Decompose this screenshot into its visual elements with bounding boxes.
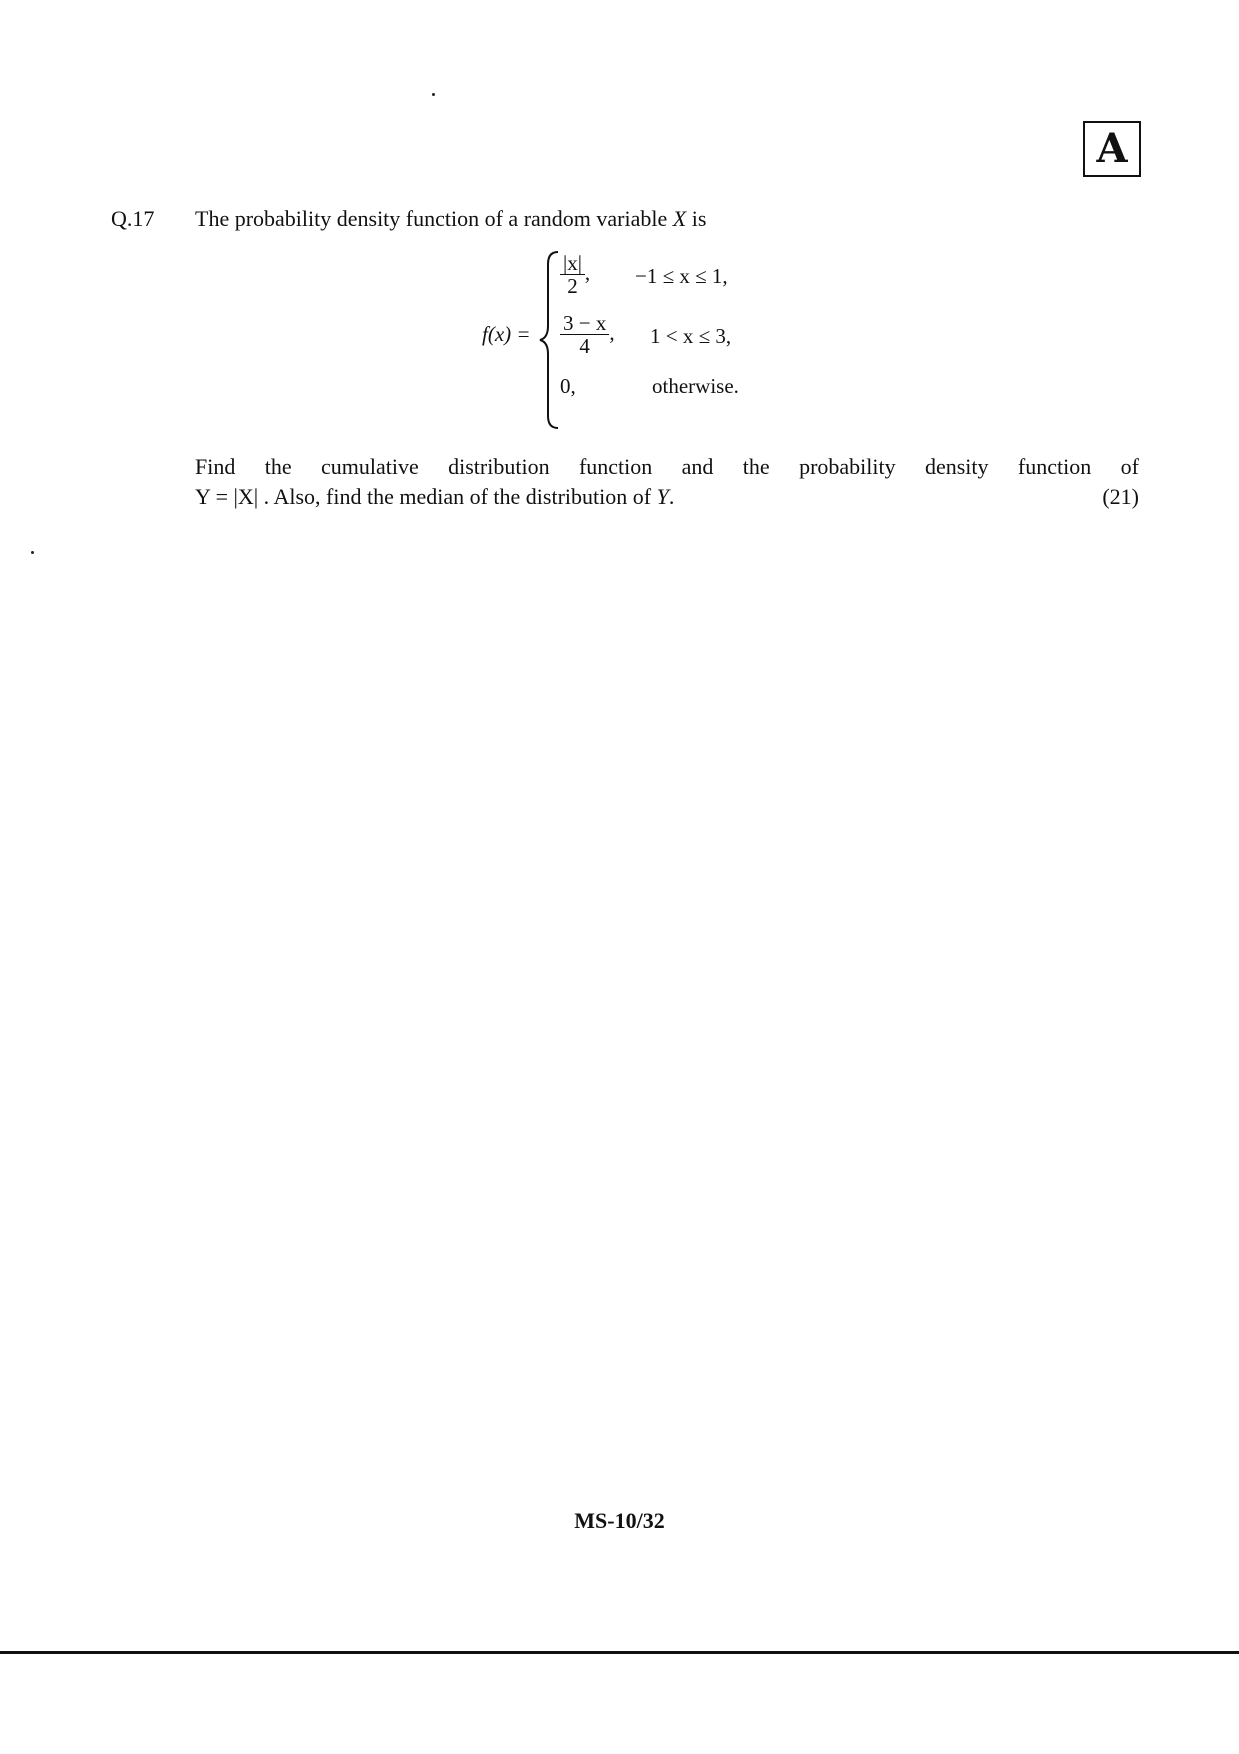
- stray-mark: [31, 551, 34, 554]
- fraction-numerator: |x|: [560, 252, 585, 275]
- pdf-case-3-expr: 0,: [560, 374, 576, 398]
- fraction-denominator: 2: [567, 274, 578, 299]
- set-label: A: [1096, 125, 1128, 172]
- set-label-box: [1083, 121, 1141, 177]
- body-word: Find: [195, 454, 236, 479]
- body-word: distribution: [448, 454, 550, 479]
- intro-text: The probability density function of a random variable: [195, 206, 673, 231]
- pdf-case-2-condition: 1 < x ≤ 3,: [650, 324, 732, 348]
- body-word: and: [681, 454, 714, 479]
- intro-suffix: is: [686, 206, 707, 231]
- pdf-case-3-condition: otherwise.: [652, 374, 739, 398]
- question-body-line-2: [195, 482, 1139, 512]
- case-separator: ,: [609, 320, 615, 345]
- question-body-line-1: [195, 452, 1139, 482]
- question-body: [195, 452, 1139, 512]
- body-word: function: [1017, 454, 1092, 479]
- fraction-numerator: 3 − x: [560, 312, 609, 335]
- body-line-2-suffix: .: [668, 484, 675, 509]
- body-word: function: [578, 454, 653, 479]
- pdf-case-1-condition: −1 ≤ x ≤ 1,: [635, 264, 728, 288]
- left-brace-icon: [538, 250, 560, 430]
- question-intro: [195, 206, 706, 232]
- intro-variable: X: [672, 206, 687, 231]
- body-word: the: [742, 454, 770, 479]
- pdf-case-1-expr: [560, 252, 590, 297]
- bottom-rule: [0, 1651, 1239, 1654]
- body-word: cumulative: [321, 454, 419, 479]
- body-line-2-variable: Y: [656, 484, 669, 509]
- stray-mark: [432, 93, 435, 96]
- fraction-denominator: 4: [579, 334, 590, 359]
- pdf-label: f(x) =: [482, 322, 531, 346]
- pdf-case-2-expr: [560, 312, 615, 357]
- body-word: density: [924, 454, 989, 479]
- page-code: MS-10/32: [574, 1508, 665, 1533]
- question-number: Q.17: [111, 206, 155, 231]
- body-word: of: [1120, 454, 1139, 479]
- body-line-2-text: [195, 482, 674, 512]
- body-word: the: [264, 454, 292, 479]
- body-line-2-prefix: Y = |X| . Also, find the median of the distribution of: [195, 484, 657, 509]
- piecewise-pdf: [480, 250, 820, 430]
- question-marks: (21): [1102, 484, 1139, 509]
- body-word: probability: [799, 454, 896, 479]
- case-separator: ,: [584, 260, 591, 285]
